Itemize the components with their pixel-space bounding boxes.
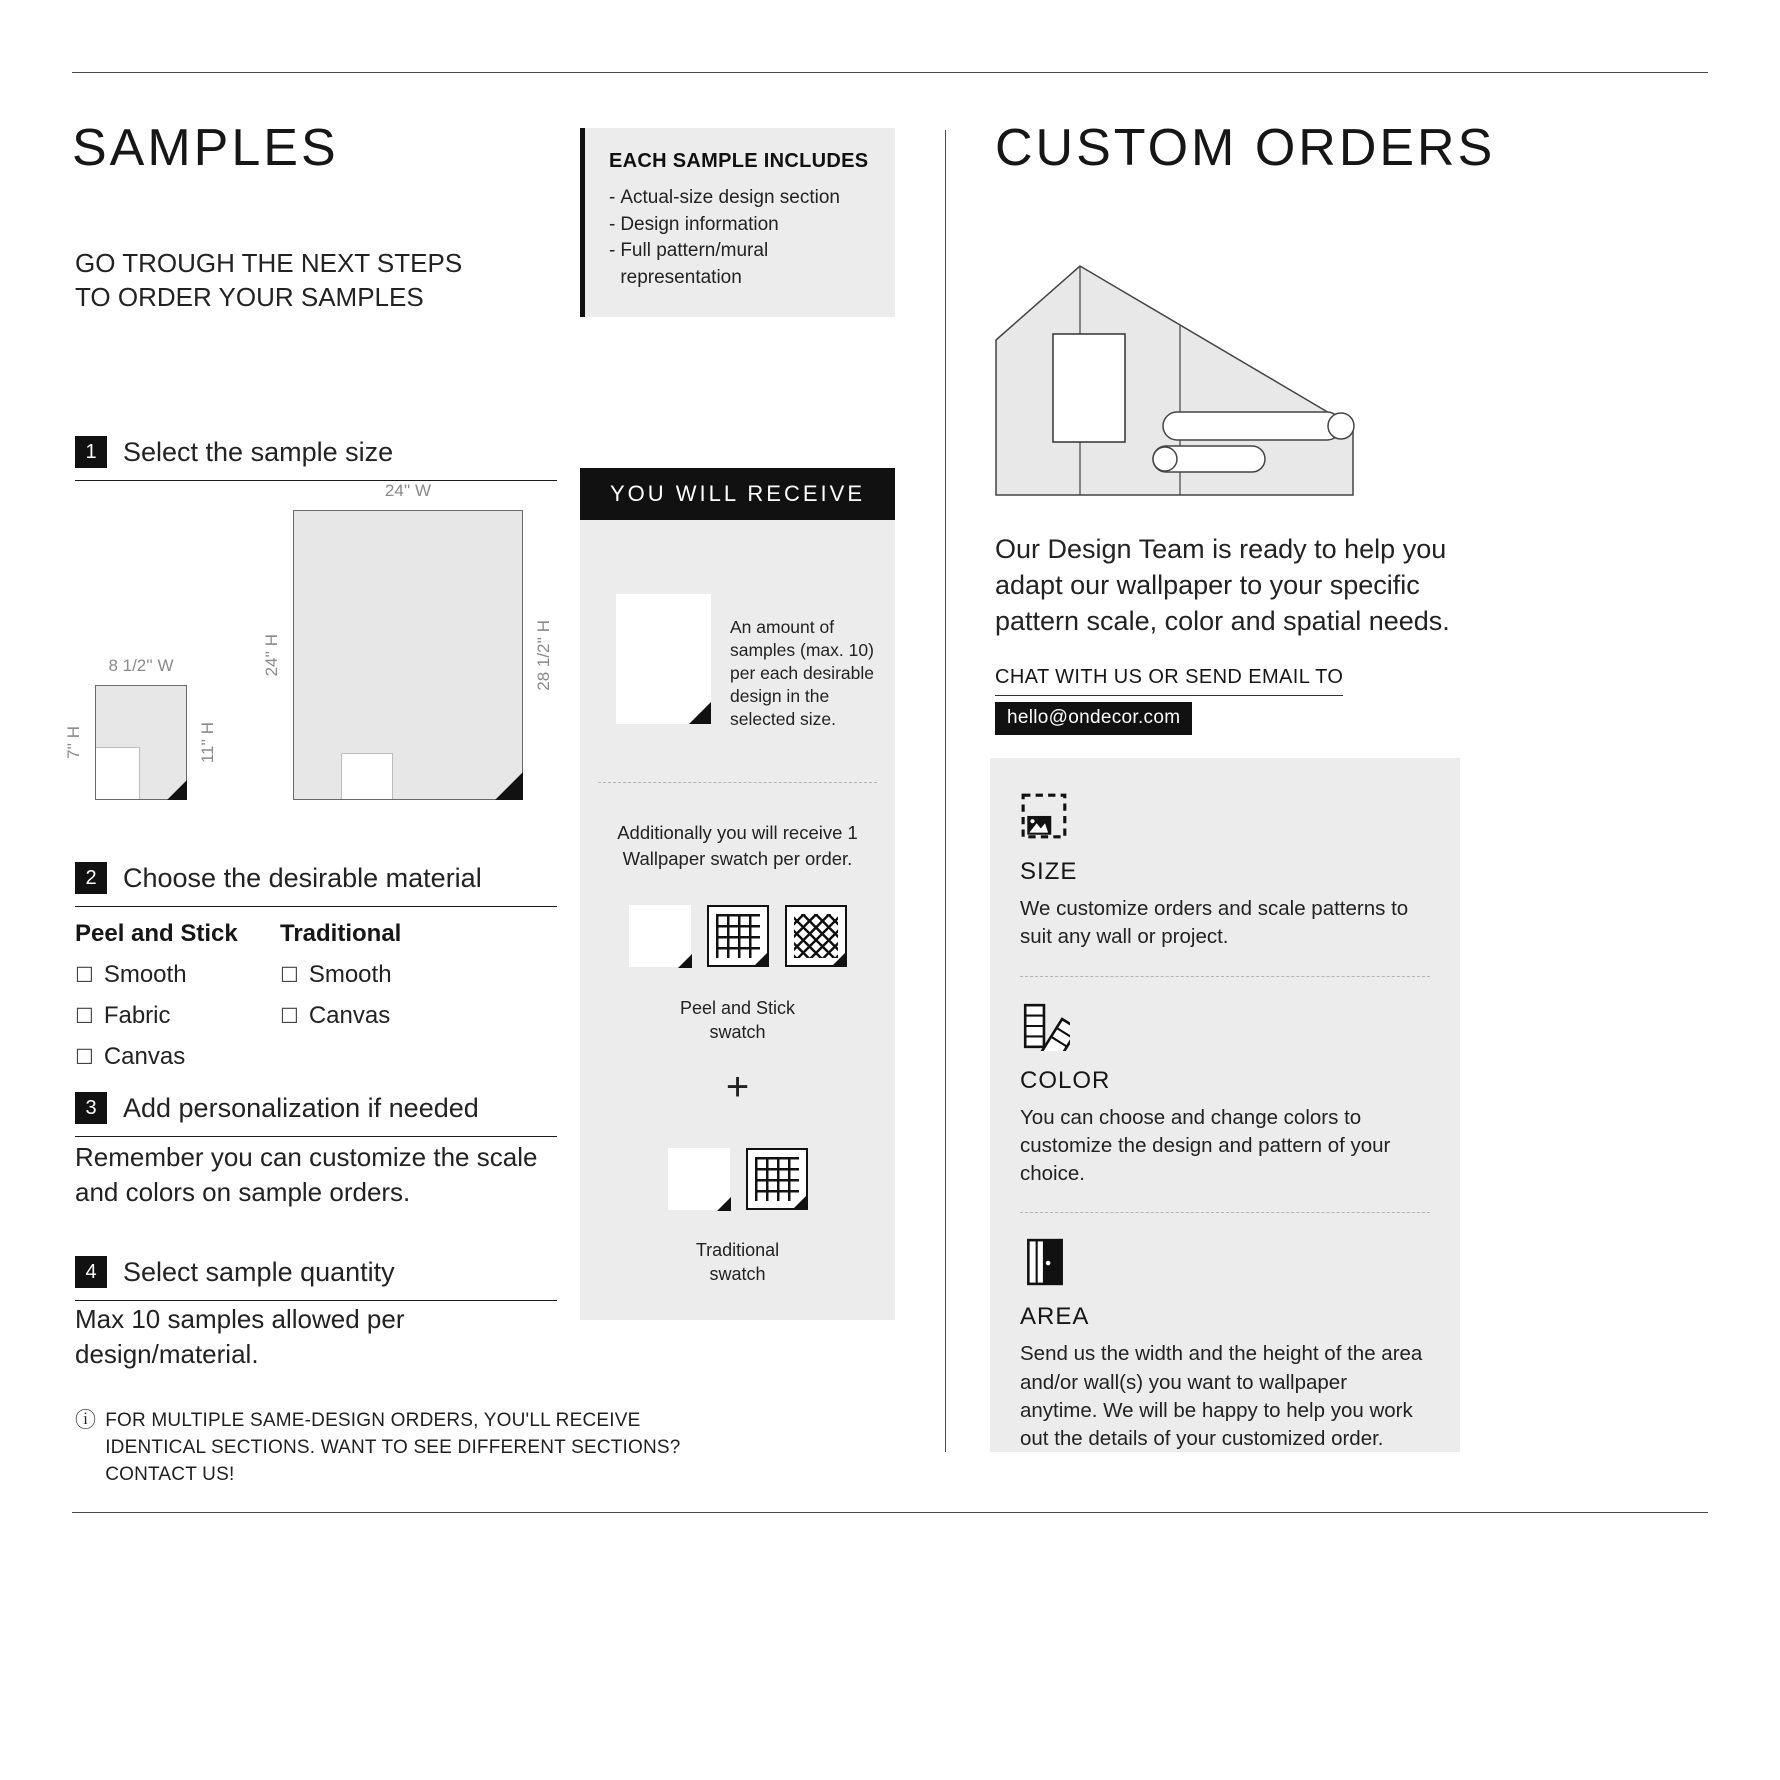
- option-label: Smooth: [103, 961, 187, 988]
- step-4-header: [75, 1256, 557, 1301]
- includes-item: [609, 238, 873, 291]
- includes-item-text: Full pattern/mural representation: [620, 240, 769, 288]
- step-4-number: 4: [75, 1256, 107, 1288]
- checkbox-icon: ☐: [75, 1045, 94, 1069]
- small-sheet-inset: [96, 747, 140, 799]
- samples-title: SAMPLES: [72, 119, 339, 177]
- contact-label: CHAT WITH US OR SEND EMAIL TO: [995, 666, 1343, 696]
- folded-corner-icon: [678, 954, 692, 968]
- folded-corner-icon: [689, 702, 711, 724]
- option-label: Fabric: [103, 1002, 171, 1029]
- checkbox-icon: ☐: [280, 1004, 299, 1028]
- includes-item: [609, 212, 873, 239]
- large-sheet-width-label: 24'' W: [384, 481, 432, 500]
- small-sheet-left-height-label: 7'' H: [64, 726, 83, 759]
- option-label: Canvas: [103, 1043, 186, 1070]
- option-traditional-canvas[interactable]: [280, 1002, 401, 1030]
- dashed-divider: [1020, 976, 1430, 977]
- crosshatch-swatch-icon: [785, 905, 847, 967]
- plain-swatch-icon: [629, 905, 691, 967]
- folded-corner-icon: [832, 952, 846, 966]
- sample-size-diagram: [64, 480, 557, 840]
- folded-corner-icon: [793, 1195, 807, 1209]
- footnote-text: FOR MULTIPLE SAME-DESIGN ORDERS, YOU'LL RECEIVE IDENTICAL SECTIONS. WANT TO SEE DIFFERENT SECTIONS? CONTACT US!: [105, 1410, 681, 1485]
- wall-illustration-svg: [995, 262, 1357, 498]
- step-3-label: Add personalization if needed: [123, 1092, 479, 1123]
- plain-swatch-icon: [668, 1148, 730, 1210]
- includes-item-text: Actual-size design section: [620, 187, 840, 208]
- custom-orders-title: CUSTOM ORDERS: [995, 119, 1496, 177]
- grid-swatch-icon: [707, 905, 769, 967]
- additional-swatch-text: Additionally you will receive 1 Wallpaper swatch per order.: [617, 822, 858, 869]
- feature-area-title: AREA: [1020, 1303, 1090, 1331]
- option-label: Canvas: [308, 1002, 391, 1029]
- traditional-title: Traditional: [280, 920, 402, 947]
- small-sheet-folded-corner-icon: [167, 780, 187, 800]
- custom-orders-intro: Our Design Team is ready to help you adapt our wallpaper to your specific pattern scale, color and spatial needs.: [995, 534, 1450, 636]
- step-4-label: Select sample quantity: [123, 1256, 395, 1287]
- small-sheet-width-label: 8 1/2'' W: [108, 656, 174, 675]
- footnote: [75, 1408, 745, 1489]
- you-will-receive-panel: [580, 520, 895, 1320]
- email-address[interactable]: hello@ondecor.com: [995, 702, 1192, 735]
- peel-swatch-row: [580, 905, 895, 967]
- you-will-receive-banner: YOU WILL RECEIVE: [580, 468, 895, 520]
- peel-and-stick-title: Peel and Stick: [75, 920, 238, 947]
- step-2-header: [75, 862, 557, 907]
- color-icon: [1020, 1001, 1070, 1051]
- peel-swatch-label-text: Peel and Stick swatch: [679, 998, 796, 1043]
- dashed-divider: [1020, 1212, 1430, 1213]
- option-label: Smooth: [308, 961, 392, 988]
- dashed-divider: [598, 782, 877, 783]
- step-3-note: Remember you can customize the scale and colors on sample orders.: [75, 1142, 538, 1208]
- option-traditional-smooth[interactable]: [280, 961, 401, 989]
- grid-swatch-icon: [746, 1148, 808, 1210]
- feature-color-title: COLOR: [1020, 1066, 1111, 1094]
- material-column-peel: [75, 920, 238, 1071]
- step-1-label: Select the sample size: [123, 436, 394, 467]
- includes-title: EACH SAMPLE INCLUDES: [609, 150, 869, 172]
- large-sheet-right-height-label: 28 1/2'' H: [534, 619, 553, 691]
- column-divider: [945, 130, 946, 1452]
- step-3-header: [75, 1092, 557, 1137]
- feature-size-title: SIZE: [1020, 858, 1078, 885]
- traditional-swatch-label-text: Traditional swatch: [695, 1240, 780, 1285]
- step-3-number: 3: [75, 1092, 107, 1124]
- material-column-traditional: [280, 920, 401, 1030]
- traditional-swatch-label: [580, 1238, 895, 1287]
- top-rule: [72, 72, 1708, 73]
- checkbox-icon: ☐: [75, 1004, 94, 1028]
- info-icon: ⓘ: [75, 1409, 97, 1432]
- peel-swatch-label: [580, 996, 895, 1045]
- dash-bullet: -: [609, 187, 616, 208]
- dash-bullet: -: [609, 240, 616, 262]
- samples-amount-text: An amount of samples (max. 10) per each desirable design in the selected size.: [730, 617, 874, 730]
- step-1-number: 1: [75, 436, 107, 468]
- custom-orders-features-panel: [990, 758, 1460, 1452]
- traditional-swatch-row: [580, 1148, 895, 1210]
- sample-sheet-icon: [616, 594, 711, 724]
- feature-color: [1020, 1001, 1430, 1189]
- large-sheet-left-height-label: 24'' H: [262, 633, 281, 677]
- option-peel-canvas[interactable]: [75, 1043, 238, 1071]
- large-sheet-folded-corner-icon: [495, 772, 523, 800]
- feature-color-text: You can choose and change colors to customize the design and pattern of your choice.: [1020, 1105, 1391, 1186]
- step-1-header: [75, 436, 557, 481]
- checkbox-icon: ☐: [280, 963, 299, 987]
- feature-size-text: We customize orders and scale patterns to suit any wall or project.: [1020, 897, 1409, 949]
- step-2-number: 2: [75, 862, 107, 894]
- folded-corner-icon: [754, 952, 768, 966]
- feature-size: [1020, 792, 1430, 952]
- step-4-note: Max 10 samples allowed per design/material.: [75, 1304, 405, 1370]
- includes-item-text: Design information: [620, 213, 779, 235]
- dash-bullet: -: [609, 213, 616, 235]
- small-sample-sheet: [64, 656, 217, 800]
- plus-icon: +: [725, 1065, 750, 1109]
- feature-area: [1020, 1237, 1430, 1453]
- option-peel-smooth[interactable]: [75, 961, 238, 989]
- step-2-label: Choose the desirable material: [123, 862, 482, 893]
- wall-illustration: [995, 262, 1357, 498]
- folded-corner-icon: [717, 1197, 731, 1211]
- each-sample-includes-box: [580, 128, 895, 317]
- samples-intro: GO TROUGH THE NEXT STEPS TO ORDER YOUR SAMPLES: [75, 248, 463, 313]
- size-icon: [1020, 792, 1070, 842]
- bottom-rule: [72, 1512, 1708, 1513]
- checkbox-icon: ☐: [75, 963, 94, 987]
- small-sheet-right-height-label: 11'' H: [198, 721, 217, 764]
- includes-item: [609, 185, 873, 212]
- area-icon: [1020, 1237, 1070, 1287]
- feature-area-text: Send us the width and the height of the area and/or wall(s) you want to wallpaper anytime. We will be happy to help you work out the details of your customized order.: [1020, 1342, 1423, 1451]
- large-sheet-inset: [341, 753, 393, 799]
- option-peel-fabric[interactable]: [75, 1002, 238, 1030]
- large-sample-sheet: [262, 481, 553, 800]
